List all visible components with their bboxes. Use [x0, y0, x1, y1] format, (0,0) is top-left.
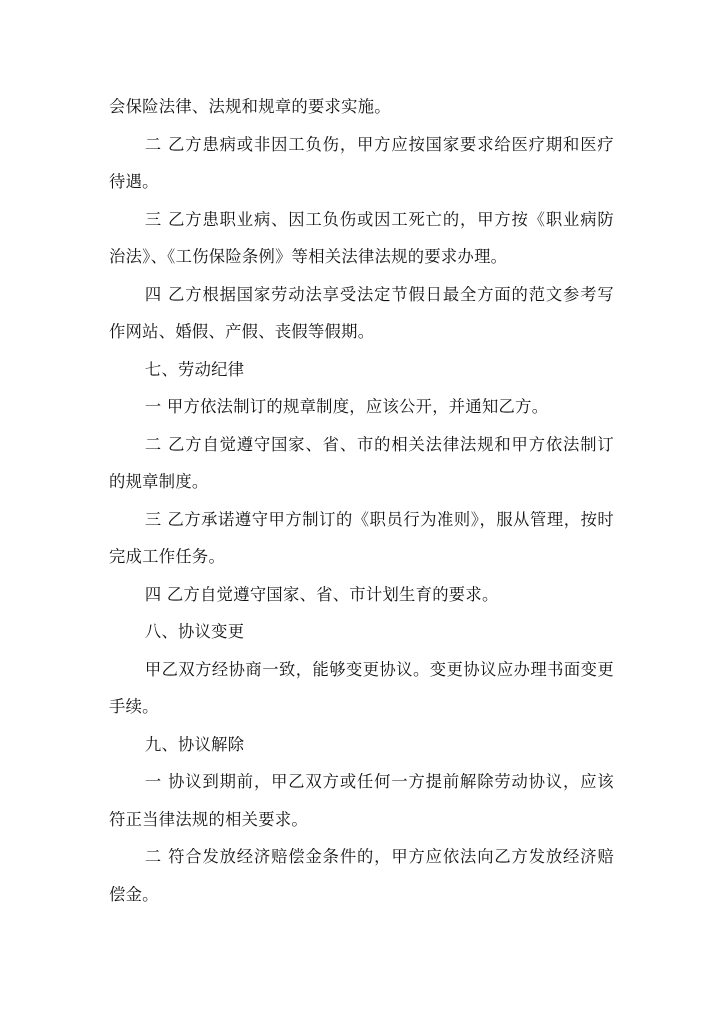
- paragraph-holidays: 四 乙方根据国家劳动法享受法定节假日最全方面的范文参考写作网站、婚假、产假、丧假等假期。: [109, 284, 614, 341]
- section-heading-agreement-change: 八、协议变更: [144, 622, 245, 641]
- paragraph-comply-laws: 二 乙方自觉遵守国家、省、市的相关法律法规和甲方依法制订的规章制度。: [109, 434, 614, 491]
- document-page: [109, 88, 614, 913]
- paragraph-code-of-conduct: 三 乙方承诺遵守甲方制订的《职员行为准则》，服从管理，按时完成工作任务。: [109, 509, 614, 566]
- paragraph-occupational-disease: 三 乙方患职业病、因工负伤或因工死亡的，甲方按《职业病防治法》、《工伤保险条例》等相关法律法规的要求办理。: [109, 209, 614, 266]
- paragraph-early-termination: 一 协议到期前，甲乙双方或任何一方提前解除劳动协议，应该符正当律法规的相关要求。: [109, 772, 614, 829]
- section-heading-agreement-termination: 九、协议解除: [144, 734, 245, 754]
- paragraph-family-planning: 四 乙方自觉遵守国家、省、市计划生育的要求。: [144, 584, 499, 604]
- section-heading-labor-discipline: 七、劳动纪律: [144, 359, 245, 379]
- paragraph-social-insurance-continuation: 会保险法律、法规和规章的要求实施。: [109, 97, 391, 116]
- paragraph-sick-leave: 二 乙方患病或非因工负伤，甲方应按国家要求给医疗期和医疗待遇。: [109, 134, 614, 191]
- paragraph-compensation: 二 符合发放经济赔偿金条件的，甲方应依法向乙方发放经济赔偿金。: [109, 847, 614, 904]
- paragraph-rules-disclosure: 一 甲方依法制订的规章制度，应该公开，并通知乙方。: [144, 397, 549, 416]
- paragraph-change-procedure: 甲乙双方经协商一致，能够变更协议。变更协议应办理书面变更手续。: [109, 659, 614, 716]
